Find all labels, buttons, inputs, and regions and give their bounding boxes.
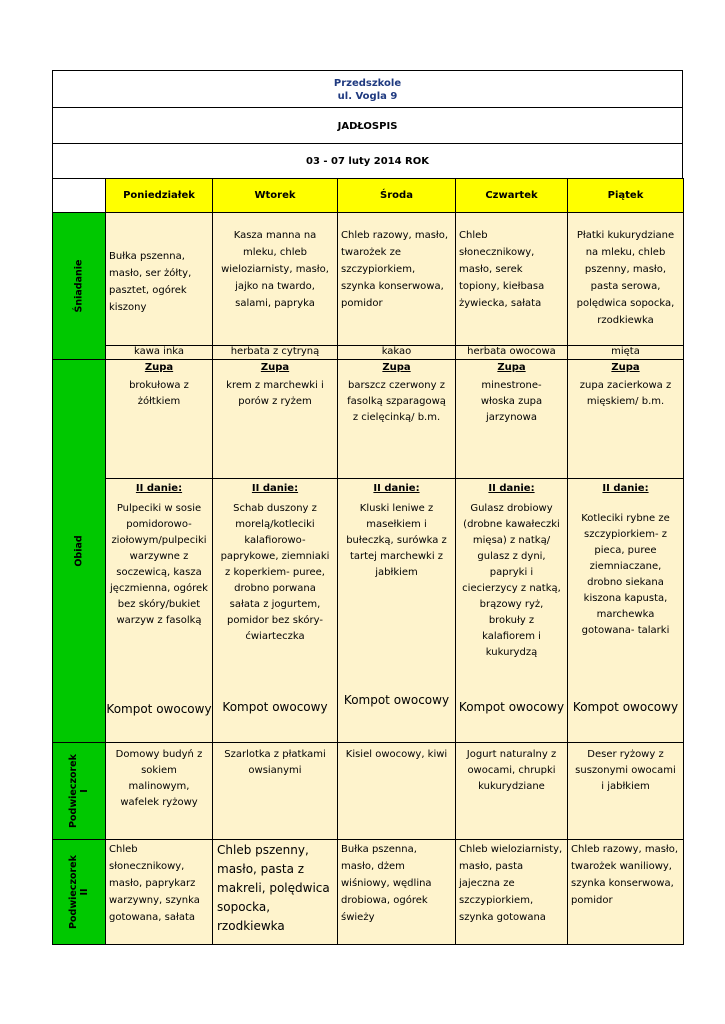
day-tuesday: Wtorek: [213, 179, 338, 213]
soup-text: brokułowa z żółtkiem: [129, 380, 189, 407]
second-course-label: II danie:: [602, 483, 649, 494]
meal-label-snack1: Podwieczorek I: [53, 743, 106, 840]
snack1-wednesday: Kisiel owocowy, kiwi: [338, 743, 456, 840]
day-friday: Piątek: [568, 179, 684, 213]
corner-cell: [53, 179, 106, 213]
compote-label: Kompot owocowy: [572, 700, 679, 714]
drinks-row: [53, 346, 684, 360]
day-monday: Poniedziałek: [106, 179, 213, 213]
breakfast-wednesday: Chleb razowy, masło, twarożek ze szczypiorkiem, szynka konserwowa, pomidor: [338, 213, 456, 346]
header-institution-block: [52, 70, 683, 108]
breakfast-row: [53, 213, 684, 346]
second-course-text: Schab duszony z morelą/kotleciki kalafiorowo-paprykowe, ziemniaki z koperkiem- puree, drobno porwana sałata z jogurtem, pomidor bez skóry- ćwiarteczka: [220, 503, 330, 642]
second-course-text: Kotleciki rybne ze szczypiorkiem- z pieca, puree ziemniaczane, drobno siekana kiszona kapusta, marchewka gotowana- talarki: [581, 513, 670, 636]
snack1-row: [53, 743, 684, 840]
soup-label: Zupa: [611, 362, 640, 373]
day-wednesday: Środa: [338, 179, 456, 213]
breakfast-monday: Bułka pszenna, masło, ser żółty, pasztet, ogórek kiszony: [106, 213, 213, 346]
drink-thursday: herbata owocowa: [456, 346, 568, 360]
snack1-thursday: Jogurt naturalny z owocami, chrupki kukurydziane: [456, 743, 568, 840]
soup-label: Zupa: [260, 362, 290, 373]
drink-friday: mięta: [568, 346, 684, 360]
drink-tuesday: herbata z cytryną: [213, 346, 338, 360]
second-course-label: II danie:: [251, 483, 299, 494]
days-header-row: [53, 179, 684, 213]
snack2-tuesday: Chleb pszenny, masło, pasta z makreli, polędwica sopocka, rzodkiewka: [213, 840, 338, 945]
institution-address: ul. Vogla 9: [337, 91, 398, 102]
soup-tuesday: [213, 360, 338, 479]
compote-label: Kompot owocowy: [106, 702, 212, 716]
snack2-monday: Chleb słonecznikowy, masło, paprykarz warzywny, szynka gotowana, sałata: [106, 840, 213, 945]
soup-label: Zupa: [382, 362, 411, 373]
soup-text: krem z marchewki i porów z ryżem: [226, 380, 324, 407]
snack2-thursday: Chleb wieloziarnisty, masło, pasta jajeczna ze szczypiorkiem, szynka gotowana: [456, 840, 568, 945]
soup-row: [53, 360, 684, 479]
soup-label: Zupa: [497, 362, 526, 373]
date-range: 03 - 07 luty 2014 ROK: [52, 143, 683, 179]
meal-label-snack2: Podwieczorek II: [53, 840, 106, 945]
breakfast-friday: Płatki kukurydziane na mleku, chleb pszenny, masło, pasta serowa, polędwica sopocka, rzodkiewka: [568, 213, 684, 346]
drink-monday: kawa inka: [106, 346, 213, 360]
second-course-text: Kluski leniwe z masełkiem i bułeczką, surówka z tartej marchewki z jabłkiem: [346, 503, 447, 578]
second-course-text: Gulasz drobiowy (drobne kawałeczki mięsa) z natką/ gulasz z dyni, papryki i ciecierzycy z natką, brązowy ryż, brokuły z kalafiorem i kukurydzą: [462, 503, 561, 658]
soup-wednesday: [338, 360, 456, 479]
snack1-tuesday: Szarlotka z płatkami owsianymi: [213, 743, 338, 840]
soup-friday: [568, 360, 684, 479]
meal-label-breakfast: Śniadanie: [53, 213, 106, 360]
breakfast-thursday: Chleb słonecznikowy, masło, serek topiony, kiełbasa żywiecka, sałata: [456, 213, 568, 346]
second-course-row: [53, 479, 684, 743]
breakfast-tuesday: Kasza manna na mleku, chleb wieloziarnisty, masło, jajko na twardo, salami, papryka: [213, 213, 338, 346]
soup-thursday: [456, 360, 568, 479]
snack2-wednesday: Bułka pszenna, masło, dżem wiśniowy, wędlina drobiowa, ogórek świeży: [338, 840, 456, 945]
drink-wednesday: kakao: [338, 346, 456, 360]
meal-label-dinner: Obiad: [53, 360, 106, 743]
second-course-monday: [106, 479, 213, 743]
snack2-row: [53, 840, 684, 945]
second-course-label: II danie:: [373, 483, 420, 494]
soup-text: barszcz czerwony z fasolką szparagową z cielęcinką/ b.m.: [347, 380, 446, 423]
compote-label: Kompot owocowy: [343, 693, 450, 707]
soup-label: Zupa: [144, 362, 174, 373]
soup-monday: [106, 360, 213, 479]
second-course-tuesday: [213, 479, 338, 743]
menu-title: JADŁOSPIS: [52, 107, 683, 144]
second-course-friday: [568, 479, 684, 743]
day-thursday: Czwartek: [456, 179, 568, 213]
soup-text: zupa zacierkowa z mięskiem/ b.m.: [579, 380, 672, 407]
institution-name: Przedszkole: [333, 78, 402, 89]
snack1-friday: Deser ryżowy z suszonymi owocami i jabłkiem: [568, 743, 684, 840]
menu-table: [52, 178, 684, 945]
soup-text: minestrone- włoska zupa jarzynowa: [480, 380, 543, 423]
second-course-label: II danie:: [488, 483, 535, 494]
second-course-label: II danie:: [135, 483, 183, 494]
second-course-thursday: [456, 479, 568, 743]
menu-sheet: [52, 70, 683, 950]
second-course-wednesday: [338, 479, 456, 743]
compote-label: Kompot owocowy: [458, 700, 565, 714]
snack1-monday: Domowy budyń z sokiem malinowym, wafelek ryżowy: [106, 743, 213, 840]
second-course-text: Pulpeciki w sosie pomidorowo-ziołowym/pulpeciki warzywne z soczewicą, kasza jęczmienna, ogórek bez skóry/bukiet warzyw z fasolką: [110, 503, 208, 626]
compote-label: Kompot owocowy: [222, 700, 328, 714]
snack2-friday: Chleb razowy, masło, twarożek waniliowy, szynka konserwowa, pomidor: [568, 840, 684, 945]
